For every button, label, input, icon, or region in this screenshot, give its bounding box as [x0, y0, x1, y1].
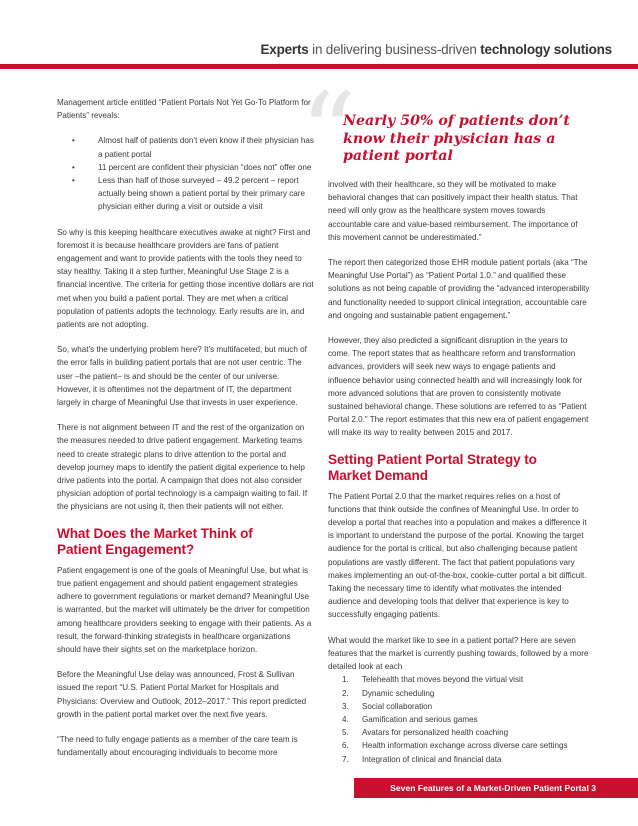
body-paragraph: So, what’s the underlying problem here? It’s multifaceted, but much of the error falls in building patient portals that are not user centric. The user –the patient– is and should be the center of our universe. However, it is oftentimes not the department of IT, the department largely in charge of Meaningful Use that invests in user experience. — [57, 345, 307, 408]
body-paragraph: “The need to fully engage patients as a member of the care team is fundamentally about encouraging individuals to become more — [57, 734, 298, 758]
body-paragraph: Patient engagement is one of the goals of Meaningful Use, but what is true patient engagement and should patient engagement strategies adhere to government regulations or market demand? Meaningful Use is warranted, but the market will ultimately be the driver for competition among healthcare providers seeking to engage with their patients. As a result, the forward-thinking strategists in healthcare organizations should have their sights set on the marketplace horizon. — [57, 565, 312, 654]
tagline-light: in delivering business-driven — [308, 42, 481, 57]
feature-number: 2. — [342, 688, 349, 698]
feature-number: 6. — [342, 741, 349, 751]
left-column — [57, 96, 314, 771]
intro-paragraph: Management article entitled “Patient Portals Not Yet Go-To Platform for Patients” reveals: — [57, 98, 311, 121]
feature-item — [328, 753, 590, 766]
feature-text: Telehealth that moves beyond the virtual visit — [362, 675, 524, 685]
feature-item — [328, 726, 590, 739]
feature-text: Health information exchange across diverse care settings — [362, 741, 568, 751]
right-column — [328, 178, 590, 766]
feature-number: 4. — [342, 714, 349, 724]
quote-mark-icon: “ — [300, 69, 357, 197]
feature-number: 1. — [342, 675, 349, 685]
feature-item — [328, 739, 590, 752]
feature-item — [328, 713, 590, 726]
body-paragraph: So why is this keeping healthcare executives awake at night? First and foremost it is because healthcare providers are fans of patient engagement and want to provide patients with the tools they need to stay healthy. Taking it a step further, Meaningful Use Stage 2 is a financial incentive. The criteria for getting those incentive dollars are not met when you build a patient portal. They are met when a critical population of patients adopts the technology. Early results are in, and patients are not adopting. — [57, 227, 314, 330]
body-paragraph: The Patient Portal 2.0 that the market requires relies on a host of functions that think outside the confines of Meaningful Use. In order to develop a portal that reaches into a population and makes a difference it is important to understand the purpose of the portal. Knowing the target audience for the portal is critical, but also challenging because patient populations are vastly different. The fact that patient populations vary makes implementing an out-of-the-box, cookie-cutter portal a bit difficult. Taking the necessary time to identify what motivates the intended audience and developing tools that deliver that experience is key to successfully engaging patients. — [328, 491, 587, 620]
section-heading — [57, 526, 314, 558]
body-paragraph: involved with their healthcare, so they will be motivated to make behavioral changes that can positively impact their health status. That need will only grow as the healthcare system moves towards accountable care and value-based reimbursement. The importance of this movement cannot be underestimated.” — [328, 180, 578, 242]
feature-item — [328, 687, 590, 700]
tagline-bold-2: technology solutions — [480, 42, 612, 57]
body-paragraph: Before the Meaningful Use delay was announced, Frost & Sullivan issued the report “U.S. Patient Portal Market for Hospitals and Physicians: Overview and Outlook, 2012–2017.” This report predicted growth in the patient portal market over the next five years. — [57, 670, 307, 719]
footer-label: Seven Features of a Market-Driven Patient Portal 3 — [390, 783, 596, 793]
body-paragraph: What would the market like to see in a patient portal? Here are seven features that the market is currently pushing towards, followed by a more detailed look at each — [328, 635, 589, 672]
bullet-item: • 11 percent are confident their physician “does not” offer one — [57, 161, 314, 174]
pull-quote-line: know their physician has a — [343, 130, 556, 147]
feature-text: Avatars for personalized health coaching — [362, 728, 509, 738]
pull-quote — [343, 113, 603, 166]
tagline-bold-1: Experts — [260, 42, 309, 57]
section-heading-line: Market Demand — [328, 467, 428, 483]
feature-text: Social collaboration — [362, 701, 433, 711]
feature-item — [328, 700, 590, 713]
feature-item — [328, 673, 590, 686]
bullet-item: • Almost half of patients don’t even know if their physician has a patient portal — [57, 134, 314, 160]
pull-quote-line: patient portal — [343, 148, 453, 164]
feature-number: 3. — [342, 701, 349, 711]
feature-number: 7. — [342, 754, 349, 764]
footer-bar — [354, 778, 638, 798]
header-tagline — [260, 42, 612, 57]
section-heading — [328, 452, 590, 484]
feature-number: 5. — [342, 728, 349, 738]
body-paragraph: The report then categorized those EHR module patient portals (aka “The Meaningful Use Portal”) as “Patient Portal 1.0.” and qualified these solutions as not being capable of providing the “advanced interoperability and functionality needed to support clinical integration, accountable care and ongoing and sustainable patient engagement.” — [328, 258, 590, 320]
pull-quote-line: Nearly 50% of patients don’t — [343, 113, 570, 129]
feature-text: Dynamic scheduling — [362, 688, 435, 698]
section-heading-line: Patient Engagement? — [57, 541, 195, 557]
section-heading-line: Setting Patient Portal Strategy to — [328, 451, 537, 467]
section-heading-line: What Does the Market Think of — [57, 525, 253, 541]
survey-bullet-list — [57, 134, 314, 213]
body-paragraph: There is not alignment between IT and the rest of the organization on the measures needed to drive patient engagement. Marketing teams need to create strategic plans to drive attention to the portal and develop journey maps to identify the patient digital experience to help drive patients into the portal. A campaign that does not also consider physician adoption of portal technology is a campaign waiting to fail. If the physicians are not using it, then their patients will not either. — [57, 423, 308, 512]
bullet-item: • Less than half of those surveyed – 49.2 percent – report actually being shown a patient portal by their primary care physician either during a visit or outside a visit — [57, 174, 314, 214]
feature-text: Gamification and serious games — [362, 714, 478, 724]
features-list — [328, 673, 590, 765]
body-paragraph: However, they also predicted a significant disruption in the years to come. The report states that as healthcare reform and transformation advances, providers will seek new ways to engage patients and influence behavior using connected health and will increasingly look for more advanced solutions that are proven to consistently motivate sustained behavioral change. These solutions are referred to as “Patient Portal 2.0.” The report estimates that this new era of patient engagement will make its way to reality between 2015 and 2017. — [328, 336, 589, 438]
feature-text: Integration of clinical and financial data — [362, 754, 502, 764]
